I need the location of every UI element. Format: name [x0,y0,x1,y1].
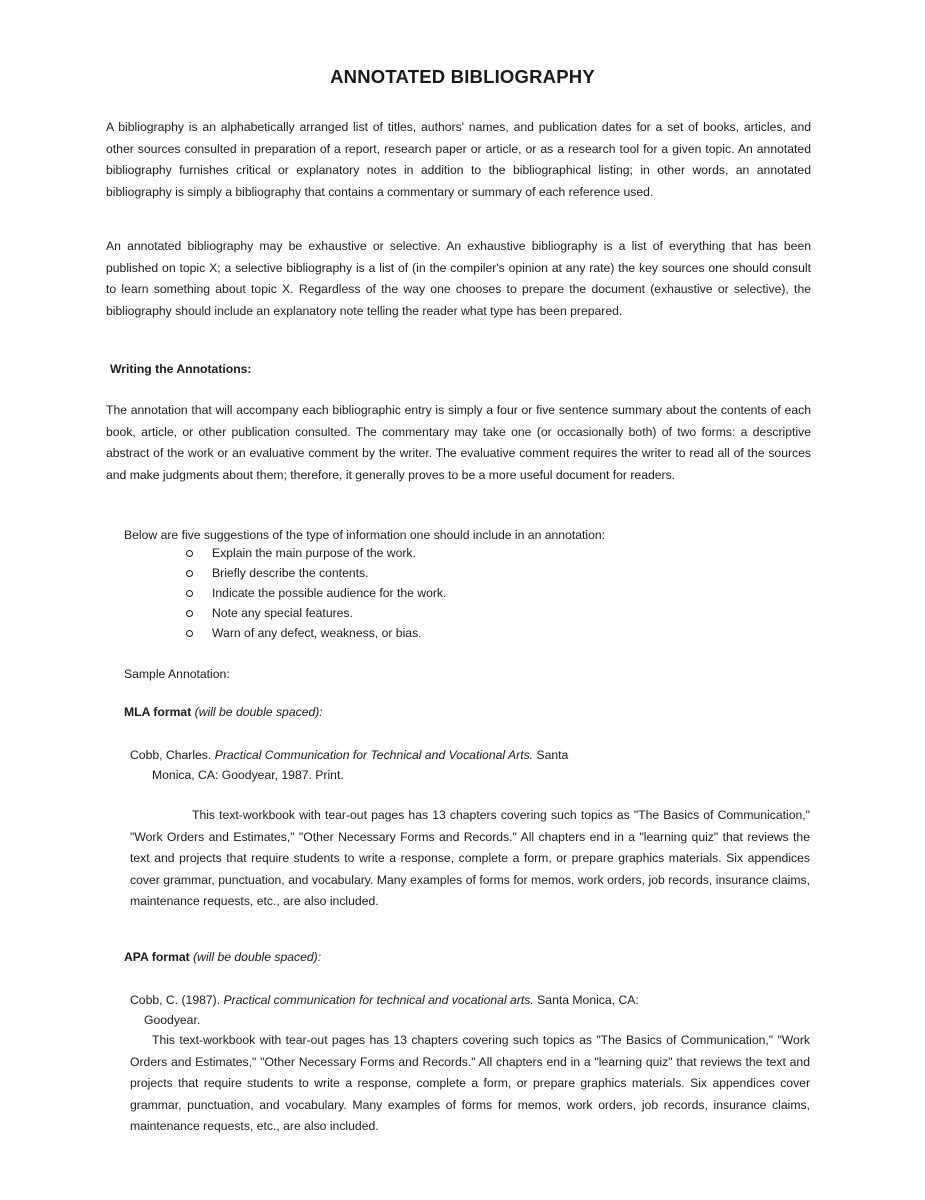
bullet-icon [186,570,193,577]
suggestions-intro: Below are five suggestions of the type of information one should include in an annotation: [124,528,606,542]
mla-citation-title: Practical Communication for Technical and Vocational Arts. [214,748,534,762]
mla-heading-label: MLA format [124,705,192,719]
list-item: Warn of any defect, weakness, or bias. [182,623,682,643]
mla-heading [124,705,323,719]
mla-citation-author: Cobb, Charles. [130,748,212,762]
mla-format-note: (will be double spaced): [194,705,323,719]
apa-citation-rest: Goodyear. [144,1013,201,1027]
intro-paragraph-1: A bibliography is an alphabetically arranged list of titles, authors' names, and publication dates for a set of books, articles, and other sources consulted in preparation of a report, research paper or article, or as a research tool for a given topic. An annotated bibliography furnishes critical or explanatory notes in addition to the bibliographical listing; in other words, an annotated bibliography is simply a bibliography that contains a commentary or summary of each reference used. [106,120,811,199]
document-title: ANNOTATED BIBLIOGRAPHY [330,66,595,87]
list-item: Briefly describe the contents. [182,563,682,583]
bullet-icon [186,550,193,557]
list-item: Indicate the possible audience for the work. [182,583,682,603]
apa-heading-label: APA format [124,950,190,964]
mla-citation-place: Santa [536,748,569,762]
apa-citation-title: Practical communication for technical and vocational arts. [223,993,534,1007]
mla-citation [130,745,750,785]
sample-annotation-label: Sample Annotation: [124,667,230,681]
bullet-icon [186,590,193,597]
writing-paragraph: The annotation that will accompany each bibliographic entry is simply a four or five sentence summary about the contents of each book, article, or other publication consulted. The commentary may take one (or occasionally both) of two forms: a descriptive abstract of the work or an evaluative comment by the writer. The evaluative comment requires the writer to read all of the sources and make judgments about them; therefore, it generally proves to be a more useful document for readers. [106,403,811,482]
mla-annotation: This text-workbook with tear-out pages has 13 chapters covering such topics as "The Basics of Communication," "Work Orders and Estimates," "Other Necessary Forms and Records." All chapters end in a "learning quiz" that reviews the text and projects that require students to write a response, complete a form, or prepare graphics materials. Six appendices cover grammar, punctuation, and vocabulary. Many examples of forms for memos, work orders, job records, insurance claims, maintenance requests, etc., are also included. [130,808,810,908]
apa-annotation: This text-workbook with tear-out pages has 13 chapters covering such topics as "The Basics of Communication," "Work Orders and Estimates," "Other Necessary Forms and Records." All chapters end in a "learning quiz" that reviews the text and projects that require students to write a response, complete a form, or prepare graphics materials. Six appendices cover grammar, punctuation, and vocabulary. Many examples of forms for memos, work orders, job records, insurance claims, maintenance requests, etc., are also included. [130,1033,810,1133]
apa-format-note: (will be double spaced): [193,950,322,964]
list-item: Explain the main purpose of the work. [182,543,682,563]
writing-heading: Writing the Annotations: [110,362,252,376]
apa-citation-place: Santa Monica, CA: [537,993,639,1007]
bullet-icon [186,630,193,637]
apa-citation [130,990,810,1030]
apa-citation-author: Cobb, C. (1987). [130,993,221,1007]
mla-citation-rest: Monica, CA: Goodyear, 1987. Print. [152,768,344,782]
apa-heading [124,950,321,964]
list-item: Note any special features. [182,603,682,623]
intro-paragraph-2: An annotated bibliography may be exhaustive or selective. An exhaustive bibliography is a list of everything that has been published on topic X; a selective bibliography is a list of (in the compiler's opinion at any rate) the key sources one should consult to learn something about topic X. Regardless of the way one chooses to prepare the document (exhaustive or selective), the bibliography should include an explanatory note telling the reader what type has been prepared. [106,239,811,318]
bullet-icon [186,610,193,617]
suggestions-list [182,543,682,643]
